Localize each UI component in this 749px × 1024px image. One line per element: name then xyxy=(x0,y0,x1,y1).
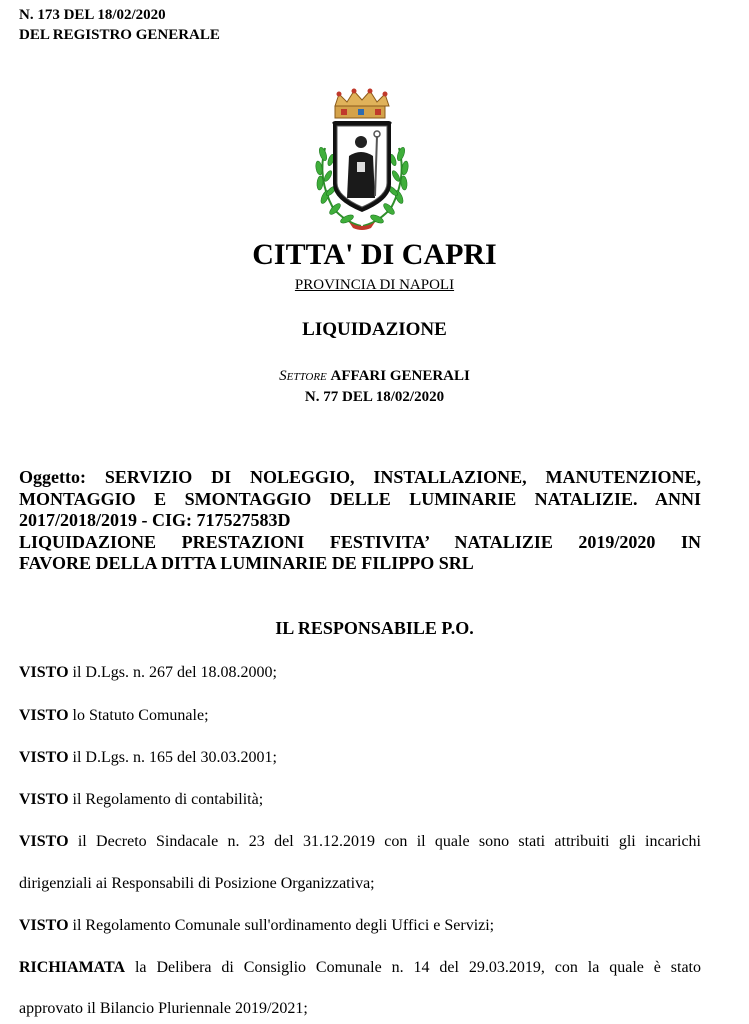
subject-line: Oggetto: SERVIZIO DI NOLEGGIO, INSTALLAZIONE, MANUTENZIONE, xyxy=(19,467,701,487)
section-title: IL RESPONSABILE P.O. xyxy=(275,618,474,638)
shield-icon xyxy=(332,121,391,212)
paragraph-keyword: RICHIAMATA xyxy=(19,959,126,976)
paragraph-keyword: VISTO xyxy=(19,707,69,724)
paragraph-text: il Regolamento Comunale sull'ordinamento degli Uffici e Servizi; xyxy=(68,917,495,934)
subject-line: FAVORE DELLA DITTA LUMINARIE DE FILIPPO SRL xyxy=(19,553,474,573)
paragraph xyxy=(19,748,701,768)
subject-line: MONTAGGIO E SMONTAGGIO DELLE LUMINARIE NATALIZIE. ANNI xyxy=(19,488,701,509)
paragraph-text: dirigenziali ai Responsabili di Posizione Organizzativa; xyxy=(19,875,375,892)
paragraph-keyword: VISTO xyxy=(19,749,69,766)
crown-icon xyxy=(335,89,389,119)
paragraph-continuation xyxy=(19,874,701,894)
paragraph xyxy=(19,916,701,936)
capri-coat-of-arms-icon xyxy=(311,88,413,232)
subject-line: 2017/2018/2019 - CIG: 717527583D xyxy=(19,510,291,530)
paragraph-text: la Delibera di Consiglio Comunale n. 14 del 29.03.2019, con la quale è stato xyxy=(125,959,701,976)
sector-line xyxy=(0,367,749,386)
paragraph xyxy=(19,663,701,683)
paragraph-text: lo Statuto Comunale; xyxy=(68,707,209,724)
paragraph-keyword: VISTO xyxy=(19,791,69,808)
paragraph-keyword: VISTO xyxy=(19,664,69,681)
paragraph-text: il D.Lgs. n. 267 del 18.08.2000; xyxy=(68,664,277,681)
paragraph-text: il Regolamento di contabilità; xyxy=(68,791,264,808)
paragraph-text: il Decreto Sindacale n. 23 del 31.12.2019 con il quale sono stati attribuiti gli incarichi xyxy=(68,833,701,850)
sector-name: AFFARI GENERALI xyxy=(330,368,470,384)
subject-block xyxy=(19,467,701,575)
registry-label: DEL REGISTRO GENERALE xyxy=(19,27,220,43)
paragraph-text: approvato il Bilancio Pluriennale 2019/2021; xyxy=(19,1000,308,1017)
paragraph xyxy=(19,958,701,978)
subject-line: LIQUIDAZIONE PRESTAZIONI FESTIVITA’ NATALIZIE 2019/2020 IN xyxy=(19,531,701,552)
city-name: CITTA' DI CAPRI xyxy=(252,238,497,271)
document-type: LIQUIDAZIONE xyxy=(302,319,447,340)
paragraph-text: il D.Lgs. n. 165 del 30.03.2001; xyxy=(68,749,277,766)
paragraph-keyword: VISTO xyxy=(19,917,69,934)
act-number: N. 77 DEL 18/02/2020 xyxy=(304,389,445,405)
paragraph-keyword: VISTO xyxy=(19,833,69,850)
paragraph xyxy=(19,790,701,810)
registry-number: N. 173 DEL 18/02/2020 xyxy=(19,7,166,23)
paragraph-continuation xyxy=(19,999,701,1019)
paragraph xyxy=(19,706,701,726)
paragraph xyxy=(19,832,701,852)
sector-label: Settore xyxy=(279,368,327,384)
province-name: PROVINCIA DI NAPOLI xyxy=(294,277,455,293)
